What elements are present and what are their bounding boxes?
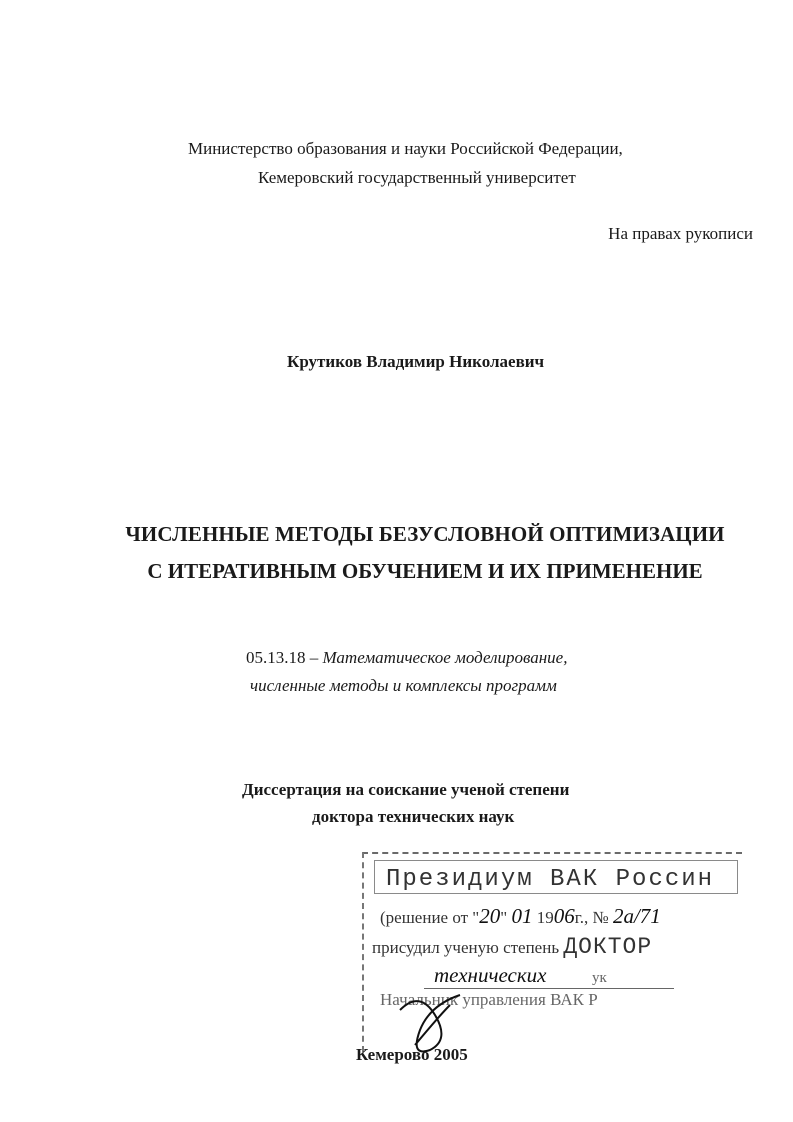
university-line: Кемеровский государственный университет bbox=[258, 168, 576, 187]
dissertation-line-2: доктора технических наук bbox=[312, 807, 515, 826]
ministry-line: Министерство образования и науки Российской Федерации, bbox=[188, 139, 623, 158]
city-year: Кемерово 2005 bbox=[356, 1045, 468, 1064]
title-line-1: ЧИСЛЕННЫЕ МЕТОДЫ БЕЗУСЛОВНОЙ ОПТИМИЗАЦИИ bbox=[125, 522, 725, 546]
specialty-code: 05.13.18 – bbox=[246, 648, 319, 667]
stamp-title: Президиум ВАК Россин bbox=[386, 866, 715, 893]
stamp-degree: ДОКТОР bbox=[563, 934, 653, 960]
dissertation-line-1: Диссертация на соискание ученой степени bbox=[242, 780, 570, 799]
stamp-head-line: Начальник управления ВАК Р bbox=[380, 990, 598, 1009]
stamp-field-suffix: ук bbox=[591, 970, 607, 986]
stamp-decision-line bbox=[380, 904, 661, 929]
stamp-awarded-text: присудил ученую степень bbox=[372, 938, 560, 957]
stamp-year: 06 bbox=[553, 904, 575, 928]
stamp-field: технических bbox=[434, 963, 547, 987]
stamp-quote: " bbox=[500, 908, 508, 927]
author-name: Крутиков Владимир Николаевич bbox=[287, 352, 545, 371]
stamp-number-label: г., № bbox=[574, 908, 609, 927]
stamp-month: 01 bbox=[511, 904, 533, 928]
stamp-decision-prefix: (решение от " bbox=[380, 908, 480, 927]
manuscript-rights-label: На правах рукописи bbox=[608, 224, 753, 243]
stamp-awarded-line bbox=[372, 934, 652, 960]
specialty-line-1 bbox=[246, 648, 567, 668]
stamp-day: 20 bbox=[479, 904, 501, 928]
stamp-number: 2а/71 bbox=[612, 904, 661, 928]
stamp-year-prefix: 19 bbox=[536, 908, 554, 927]
title-line-2: С ИТЕРАТИВНЫМ ОБУЧЕНИЕМ И ИХ ПРИМЕНЕНИЕ bbox=[147, 559, 703, 583]
specialty-line-2: численные методы и комплексы программ bbox=[250, 676, 557, 695]
specialty-name-1: Математическое моделирование, bbox=[322, 648, 568, 667]
